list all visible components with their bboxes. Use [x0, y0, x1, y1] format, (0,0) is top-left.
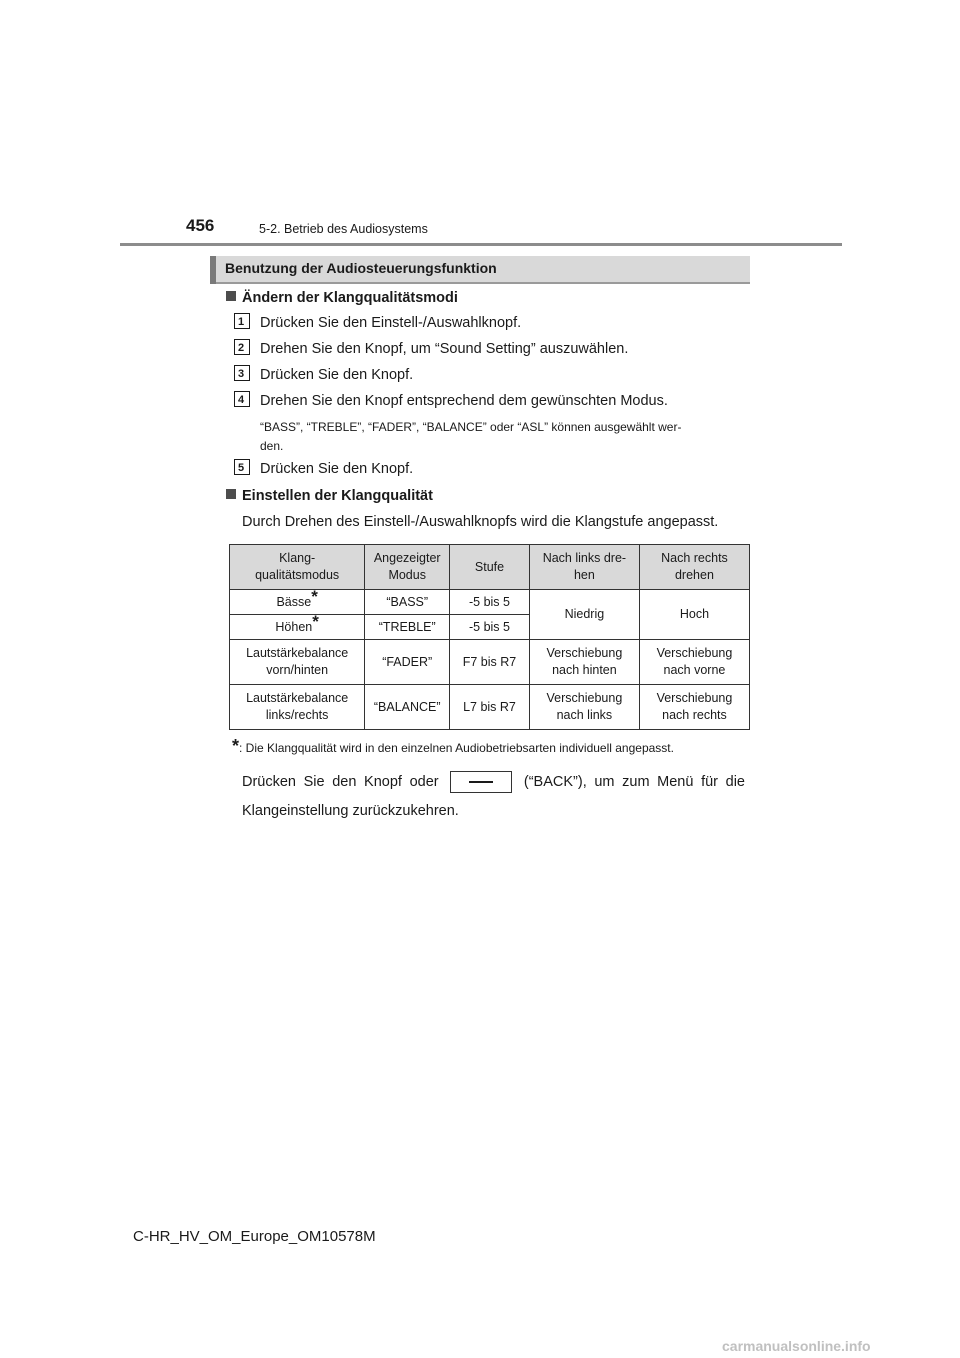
step-number: 3	[234, 365, 250, 381]
footnote	[232, 736, 674, 757]
adjust-description: Durch Drehen des Einstell-/Auswahlknopfs wird die Klangstufe angepasst.	[242, 514, 719, 530]
footnote-text: : Die Klangqualität wird in den einzelnen Audiobetriebsarten individuell angepasst.	[239, 741, 674, 755]
subheading-text: Einstellen der Klangqualität	[242, 488, 433, 504]
step-note	[260, 418, 750, 456]
step-number: 4	[234, 391, 250, 407]
step-number: 2	[234, 339, 250, 355]
cell-mode: Bässe*	[230, 590, 365, 615]
return-text-after: (“BACK”), um zum Menü für die Klangeinstellung zurückzukehren.	[242, 774, 745, 819]
header-turn-left: Nach links dre- hen	[529, 545, 639, 590]
header-mode: Klang- qualitätsmodus	[230, 545, 365, 590]
header-turn-right: Nach rechts drehen	[639, 545, 749, 590]
asterisk-marker: *	[312, 611, 319, 631]
subheading-change-mode	[226, 290, 458, 306]
cell-turn-left: Niedrig	[529, 590, 639, 640]
sound-quality-table	[229, 544, 750, 730]
cell-turn-left: Verschiebung nach hinten	[529, 640, 639, 685]
watermark: carmanualsonline.info	[722, 1338, 871, 1354]
square-bullet-icon	[226, 291, 236, 301]
cell-display: “BASS”	[365, 590, 450, 615]
cell-level: -5 bis 5	[450, 590, 530, 615]
cell-display: “BALANCE”	[365, 685, 450, 730]
table-row	[230, 590, 750, 615]
section-bar-accent	[210, 256, 216, 284]
cell-level: F7 bis R7	[450, 640, 530, 685]
cell-turn-right: Verschiebung nach rechts	[639, 685, 749, 730]
step-note-line: den.	[260, 439, 284, 453]
cell-mode: Lautstärkebalance links/rechts	[230, 685, 365, 730]
cell-mode: Höhen*	[230, 615, 365, 640]
cell-turn-left: Verschiebung nach links	[529, 685, 639, 730]
footnote-asterisk: *	[232, 736, 240, 756]
header-level: Stufe	[450, 545, 530, 590]
cell-level: L7 bis R7	[450, 685, 530, 730]
cell-mode: Lautstärkebalance vorn/hinten	[230, 640, 365, 685]
step-text: Drücken Sie den Einstell-/Auswahlknopf.	[260, 315, 522, 331]
footer-document-id: C-HR_HV_OM_Europe_OM10578M	[133, 1228, 376, 1245]
back-button-graphic	[450, 771, 512, 793]
section-bar	[210, 256, 750, 284]
step-text: Drehen Sie den Knopf, um “Sound Setting” auszuwählen.	[260, 341, 629, 357]
section-title: 5-2. Betrieb des Audiosystems	[259, 222, 428, 236]
step-number: 5	[234, 459, 250, 475]
back-line-icon	[469, 781, 493, 783]
return-instruction	[242, 768, 745, 826]
step-text: Drücken Sie den Knopf.	[260, 367, 414, 383]
step-note-line: “BASS”, “TREBLE”, “FADER”, “BALANCE” oder “ASL” können ausgewählt wer-	[260, 420, 682, 434]
cell-level: -5 bis 5	[450, 615, 530, 640]
table-header-row	[230, 545, 750, 590]
table-row	[230, 685, 750, 730]
subheading-adjust-quality	[226, 488, 433, 504]
subheading-text: Ändern der Klangqualitätsmodi	[242, 290, 458, 306]
cell-display: “FADER”	[365, 640, 450, 685]
step-text: Drücken Sie den Knopf.	[260, 461, 414, 477]
return-text-before: Drücken Sie den Knopf oder	[242, 774, 439, 790]
asterisk-marker: *	[311, 586, 318, 606]
step-text: Drehen Sie den Knopf entsprechend dem gewünschten Modus.	[260, 393, 668, 409]
table-row	[230, 640, 750, 685]
step-number: 1	[234, 313, 250, 329]
header-display: Angezeigter Modus	[365, 545, 450, 590]
page-number: 456	[186, 216, 215, 235]
square-bullet-icon	[226, 489, 236, 499]
cell-turn-right: Hoch	[639, 590, 749, 640]
header-rule	[120, 243, 842, 246]
section-bar-title: Benutzung der Audiosteuerungsfunktion	[225, 260, 497, 276]
cell-display: “TREBLE”	[365, 615, 450, 640]
cell-turn-right: Verschiebung nach vorne	[639, 640, 749, 685]
